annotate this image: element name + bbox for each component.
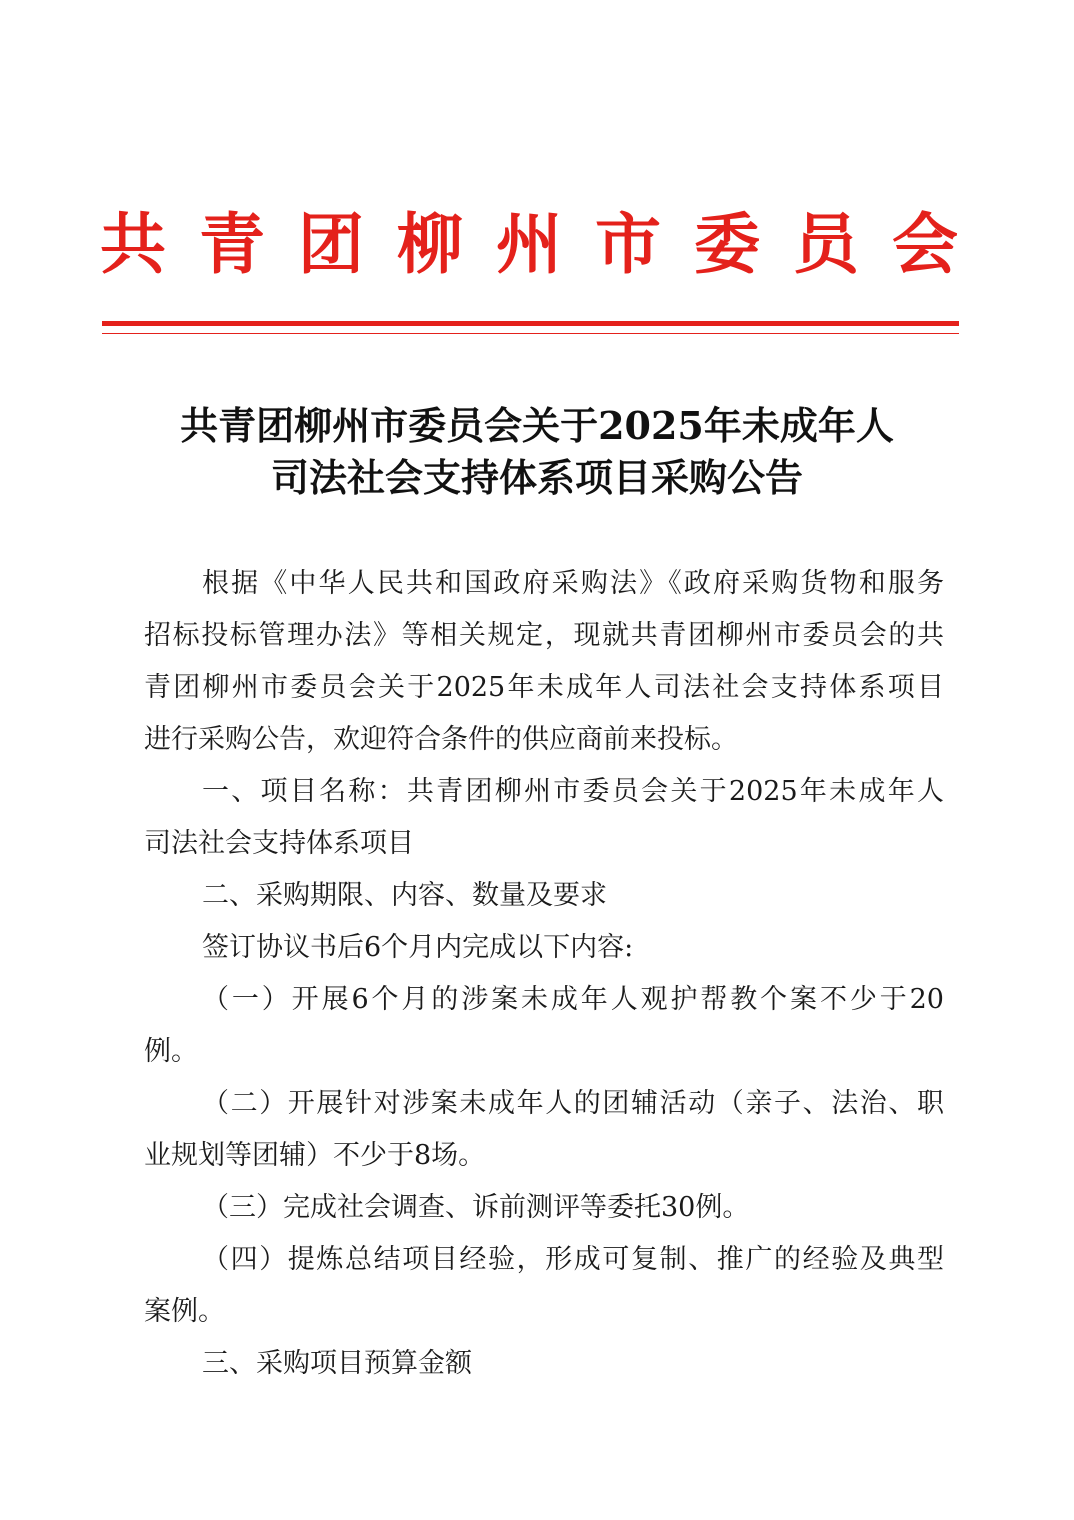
body-line: 进行采购公告，欢迎符合条件的供应商前来投标。 bbox=[144, 724, 738, 755]
letterhead-char: 共 bbox=[100, 206, 166, 283]
letterhead-org-name bbox=[100, 200, 958, 290]
body-line: 例。 bbox=[144, 1036, 198, 1067]
letterhead-char: 团 bbox=[298, 206, 364, 283]
letterhead-divider-thin bbox=[102, 333, 959, 334]
body-line: 司法社会支持体系项目 bbox=[144, 828, 414, 859]
letterhead-char: 市 bbox=[595, 206, 661, 283]
body-line: 根据《中华人民共和国政府采购法》《政府采购货物和服务 bbox=[202, 568, 944, 599]
body-line: （二）开展针对涉案未成年人的团辅活动（亲子、法治、职 bbox=[202, 1088, 944, 1119]
body-line: 二、采购期限、内容、数量及要求 bbox=[202, 880, 607, 911]
body-line: 招标投标管理办法》等相关规定，现就共青团柳州市委员会的共 bbox=[144, 620, 944, 651]
body-line: 一、项目名称：共青团柳州市委员会关于2025年未成年人 bbox=[202, 776, 944, 807]
letterhead-char: 青 bbox=[199, 206, 265, 283]
body-line: （三）完成社会调查、诉前测评等委托30例。 bbox=[202, 1192, 750, 1223]
body-line: 三、采购项目预算金额 bbox=[202, 1348, 472, 1379]
letterhead-char: 员 bbox=[793, 206, 859, 283]
letterhead-char: 柳 bbox=[397, 206, 463, 283]
title-line: 共青团柳州市委员会关于2025年未成年人 bbox=[180, 403, 894, 448]
body-line: 案例。 bbox=[144, 1296, 225, 1327]
body-line: 业规划等团辅）不少于8场。 bbox=[144, 1140, 486, 1171]
letterhead-char: 委 bbox=[694, 206, 760, 283]
letterhead-divider-thick bbox=[102, 321, 959, 326]
body-line: 签订协议书后6个月内完成以下内容: bbox=[202, 932, 634, 963]
title-line: 司法社会支持体系项目采购公告 bbox=[270, 455, 803, 500]
body-line: 青团柳州市委员会关于2025年未成年人司法社会支持体系项目 bbox=[144, 672, 944, 703]
body-line: （一）开展6个月的涉案未成年人观护帮教个案不少于20 bbox=[202, 984, 944, 1015]
document-title bbox=[100, 400, 974, 504]
letterhead-char: 州 bbox=[496, 206, 562, 283]
body-line: （四）提炼总结项目经验，形成可复制、推广的经验及典型 bbox=[202, 1244, 944, 1275]
document-body bbox=[144, 558, 944, 1390]
letterhead-char: 会 bbox=[892, 206, 958, 283]
